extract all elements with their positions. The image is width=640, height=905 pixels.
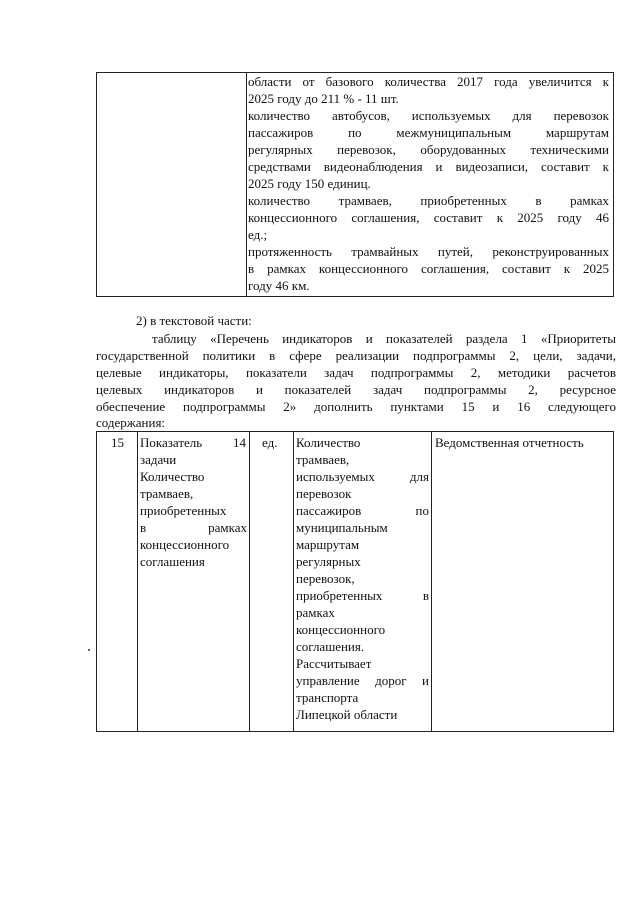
source-cell — [432, 432, 613, 731]
method-line: используемых для — [296, 469, 429, 484]
indicator-name-cell — [138, 432, 250, 731]
table1-line: количество трамваев, приобретенных в рамках — [248, 193, 609, 208]
method-line: пассажиров по — [296, 503, 429, 518]
indicators-table-continuation — [96, 72, 614, 297]
table1-line: 2025 году 150 единиц. — [248, 176, 371, 191]
method-line: Липецкой области — [296, 707, 398, 722]
table1-line: регулярных перевозок, оборудованных техническими — [248, 142, 609, 157]
table1-line: в рамках концессионного соглашения, составит к 2025 — [248, 261, 609, 276]
method-line: перевозок — [296, 486, 352, 501]
method-line: управление дорог и — [296, 673, 429, 688]
body-line: целевых индикаторов и показателей задач подпрограммы 2, ресурсное — [96, 382, 616, 397]
name-line: Показатель 14 — [140, 435, 246, 450]
row-number: 15 — [111, 435, 124, 450]
method-line: соглашения. — [296, 639, 365, 654]
table1-text-cell — [248, 73, 609, 296]
table1-line: концессионного соглашения, составит к 2025 году 46 — [248, 210, 609, 225]
body-line: содержания: — [96, 415, 166, 430]
method-line: регулярных — [296, 554, 361, 569]
method-cell — [294, 432, 432, 731]
name-line: приобретенных — [140, 503, 227, 518]
method-line: Рассчитывает — [296, 656, 372, 671]
method-line: концессионного — [296, 622, 386, 637]
name-line: в рамках — [140, 520, 247, 535]
method-line: трамваев, — [296, 452, 350, 467]
name-line: задачи — [140, 452, 177, 467]
indicator-row-table — [96, 431, 614, 732]
source-value: Ведомственная отчетность — [435, 435, 584, 450]
table1-line: протяженность трамвайных путей, реконструированных — [248, 244, 609, 259]
name-line: трамваев, — [140, 486, 194, 501]
body-line: обеспечение подпрограммы 2» дополнить пунктами 15 и 16 следующего — [96, 399, 616, 414]
name-line: Количество — [140, 469, 205, 484]
method-line: рамках — [296, 605, 335, 620]
row-number-cell — [97, 432, 138, 731]
unit-cell — [250, 432, 294, 731]
body-line: таблицу «Перечень индикаторов и показателей раздела 1 «Приоритеты — [152, 331, 616, 346]
table1-line: области от базового количества 2017 года увеличится к — [248, 74, 609, 89]
section-heading: 2) в текстовой части: — [136, 313, 252, 328]
body-line: государственной политики в сфере реализации подпрограммы 2, цели, задачи, — [96, 348, 616, 363]
name-line: соглашения — [140, 554, 205, 569]
body-line: целевые индикаторы, показатели задач подпрограммы 2, методики расчетов — [96, 365, 616, 380]
method-line: муниципальным — [296, 520, 388, 535]
unit-value: ед. — [262, 435, 278, 450]
scan-speck — [88, 649, 90, 651]
method-line: перевозок, — [296, 571, 355, 586]
method-line: маршрутам — [296, 537, 360, 552]
table1-line: количество автобусов, используемых для перевозок — [248, 108, 609, 123]
method-line: приобретенных в — [296, 588, 429, 603]
table1-line: средствами видеонаблюдения и видеозаписи, составит к — [248, 159, 609, 174]
method-line: транспорта — [296, 690, 359, 705]
table1-line: ед.; — [248, 227, 268, 242]
table1-empty-cell — [97, 73, 247, 296]
table1-line: 2025 году до 211 % - 11 шт. — [248, 91, 399, 106]
method-line: Количество — [296, 435, 361, 450]
table1-line: году 46 км. — [248, 278, 310, 293]
table1-line: пассажиров по межмуниципальным маршрутам — [248, 125, 609, 140]
name-line: концессионного — [140, 537, 230, 552]
